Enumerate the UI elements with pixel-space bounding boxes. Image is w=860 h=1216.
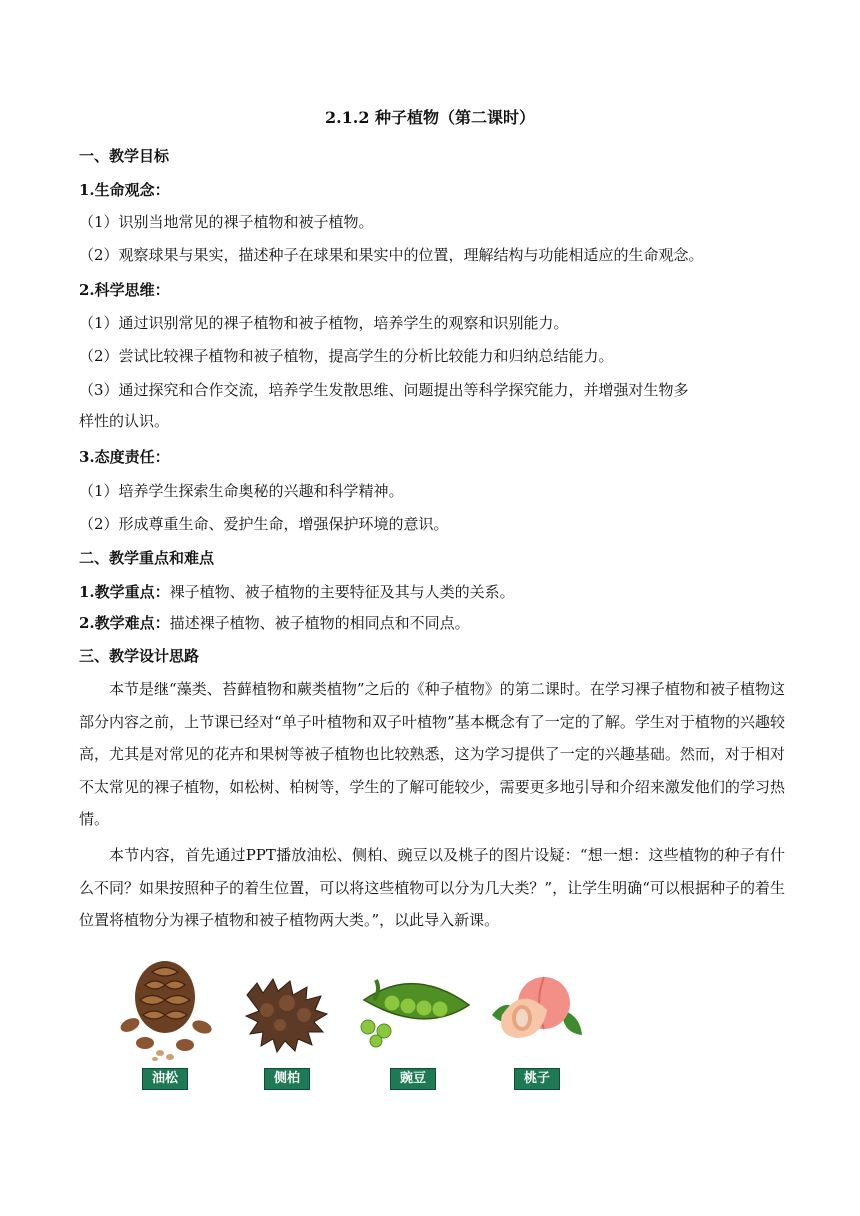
objective-item: （1）通过识别常见的裸子植物和被子植物，培养学生的观察和识别能力。 (79, 314, 569, 332)
plant-figure-arborvitae (232, 955, 342, 1090)
focus-label: 1.教学重点： (79, 583, 170, 601)
section-heading-design: 三、教学设计思路 (79, 647, 200, 665)
difficulty-text: 描述裸子植物、被子植物的相同点和不同点。 (169, 614, 470, 632)
plant-figure-pine (110, 955, 220, 1090)
plant-label: 侧柏 (264, 1068, 310, 1090)
plant-label: 油松 (142, 1068, 188, 1090)
subheading-attitude: 3.态度责任： (79, 448, 170, 466)
plant-label: 豌豆 (390, 1068, 436, 1090)
objective-item: （1）培养学生探索生命奥秘的兴趣和科学精神。 (79, 482, 404, 500)
peach-icon (482, 955, 592, 1065)
difficulty-line (79, 611, 784, 635)
subheading-science-thinking: 2.科学思维： (79, 281, 170, 299)
arborvitae-cone-icon (232, 955, 342, 1065)
objective-item: （1）识别当地常见的裸子植物和被子植物。 (79, 213, 374, 231)
objective-item: （3）通过探究和合作交流，培养学生发散思维、问题提出等科学探究能力，并增强对生物多 (79, 381, 689, 399)
plant-image-row (110, 955, 590, 1090)
section-heading-objectives: 一、教学目标 (79, 147, 170, 165)
design-paragraph-2: 本节内容，首先通过PPT播放油松、侧柏、豌豆以及桃子的图片设疑：“想一想：这些植物的种子有什么不同？如果按照种子的着生位置，可以将这些植物可以分为几大类？”，让学生明确“可以根据种子的着生位置将植物分为裸子植物和被子植物两大类。”，以此导入新课。 (79, 846, 785, 929)
difficulty-label: 2.教学难点： (79, 614, 170, 632)
objective-item: 样性的认识。 (79, 412, 170, 430)
section-heading-key-points: 二、教学重点和难点 (79, 549, 215, 567)
plant-label: 桃子 (514, 1068, 560, 1090)
design-paragraph-1: 本节是继“藻类、苔藓植物和蕨类植物”之后的《种子植物》的第二课时。在学习裸子植物和被子植物这部分内容之前，上节课已经对“单子叶植物和双子叶植物”基本概念有了一定的了解。学生对于植物的兴趣较高，尤其是对常见的花卉和果树等被子植物也比较熟悉，这为学习提供了一定的兴趣基础。然而，对于相对不太常见的裸子植物，如松树、柏树等，学生的了解可能较少，需要更多地引导和介绍来激发他们的学习热情。 (79, 680, 785, 828)
subheading-life-concept: 1.生命观念： (79, 181, 170, 199)
plant-figure-peach (482, 955, 592, 1090)
page-title: 2.1.2 种子植物（第二课时） (324, 108, 536, 127)
pea-pod-icon (354, 955, 472, 1065)
objective-item: （2）形成尊重生命、爱护生命，增强保护环境的意识。 (79, 515, 449, 533)
focus-text: 裸子植物、被子植物的主要特征及其与人类的关系。 (169, 583, 515, 601)
plant-figure-pea (354, 955, 472, 1090)
objective-item: （2）观察球果与果实，描述种子在球果和果实中的位置，理解结构与功能相适应的生命观念。 (79, 246, 704, 264)
pine-cone-icon (110, 955, 220, 1065)
objective-item: （2）尝试比较裸子植物和被子植物，提高学生的分析比较能力和归纳总结能力。 (79, 347, 614, 365)
focus-line (79, 580, 784, 604)
